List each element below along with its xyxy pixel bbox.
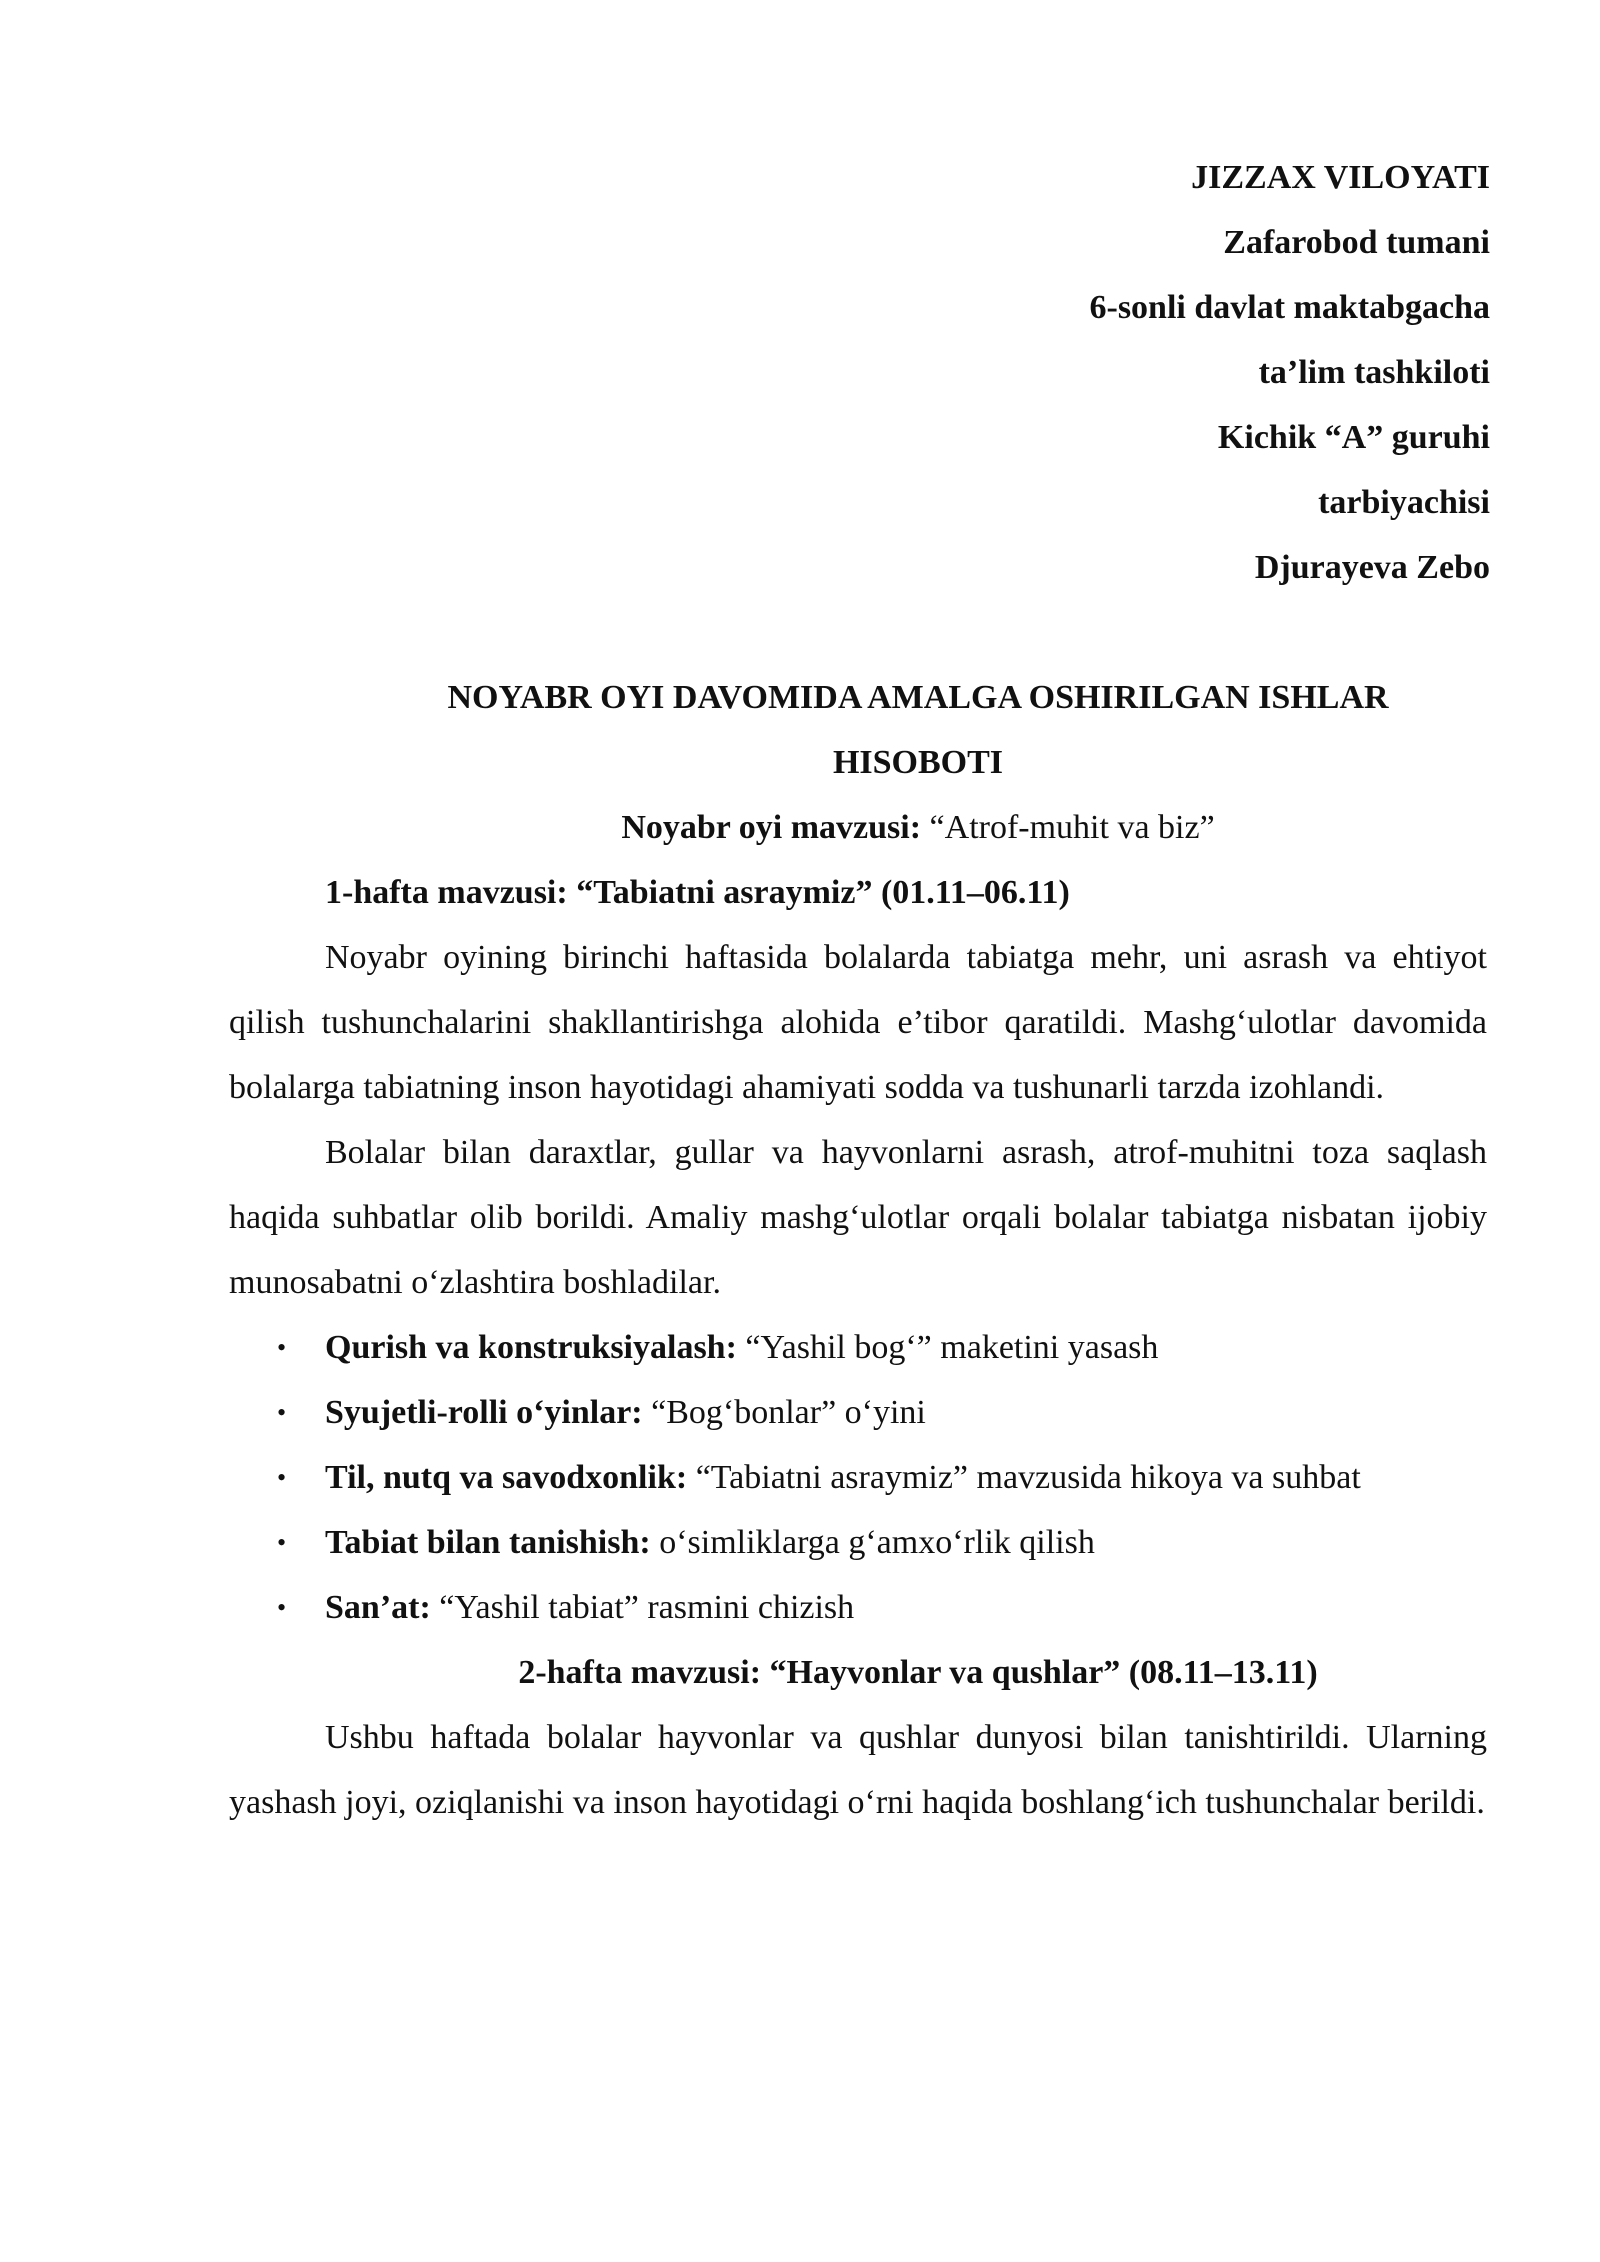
bullet-icon: • bbox=[277, 1593, 287, 1622]
report-title-line-1: NOYABR OYI DAVOMIDA AMALGA OSHIRILGAN ISHLAR bbox=[447, 679, 1389, 716]
organization-header bbox=[590, 145, 1490, 600]
region-line: JIZZAX VILOYATI bbox=[1191, 159, 1490, 196]
bullet-icon: • bbox=[277, 1398, 287, 1427]
activity-text: “Yashil tabiat” rasmini chizish bbox=[439, 1589, 855, 1626]
author-name: Djurayeva Zebo bbox=[1254, 549, 1490, 586]
activity-text: “Bog‘bonlar” o‘yini bbox=[651, 1394, 926, 1431]
activity-label: Syujetli-rolli o‘yinlar: bbox=[325, 1394, 643, 1431]
week1-heading: 1-hafta mavzusi: “Tabiatni asraymiz” (01.11–06.11) bbox=[325, 874, 1070, 911]
bullet-icon: • bbox=[277, 1463, 287, 1492]
activity-text: “Tabiatni asraymiz” mavzusida hikoya va suhbat bbox=[695, 1459, 1361, 1496]
list-item bbox=[229, 1315, 1487, 1380]
activity-label: San’at: bbox=[325, 1589, 431, 1626]
report-body bbox=[229, 665, 1487, 1835]
activity-label: Qurish va konstruksiyalash: bbox=[325, 1329, 737, 1366]
district-line: Zafarobod tumani bbox=[1223, 224, 1490, 261]
month-theme-value: “Atrof-muhit va biz” bbox=[929, 809, 1215, 846]
list-item bbox=[229, 1380, 1487, 1445]
month-theme-label: Noyabr oyi mavzusi: bbox=[621, 809, 922, 846]
group-line: Kichik “A” guruhi bbox=[1217, 419, 1490, 456]
institution-line-1: 6-sonli davlat maktabgacha bbox=[1089, 289, 1490, 326]
week2-heading: 2-hafta mavzusi: “Hayvonlar va qushlar” (08.11–13.11) bbox=[518, 1654, 1318, 1691]
bullet-icon: • bbox=[277, 1528, 287, 1557]
position-line: tarbiyachisi bbox=[1318, 484, 1490, 521]
activity-text: “Yashil bog‘” maketini yasash bbox=[745, 1329, 1159, 1366]
week1-activity-list bbox=[229, 1315, 1487, 1640]
activity-label: Tabiat bilan tanishish: bbox=[325, 1524, 651, 1561]
week1-paragraph-1: Noyabr oyining birinchi haftasida bolalarda tabiatga mehr, uni asrash va ehtiyot qilish tushunchalarini shakllantirishga alohida e’tibor qaratildi. Mashg‘ulotlar davomida bolalarga tabiatning inson hayotidagi ahamiyati sodda va tushunarli tarzda izohlandi. bbox=[229, 939, 1487, 1106]
list-item bbox=[229, 1575, 1487, 1640]
week1-paragraph-2: Bolalar bilan daraxtlar, gullar va hayvonlarni asrash, atrof-muhitni toza saqlash haqida suhbatlar olib borildi. Amaliy mashg‘ulotlar orqali bolalar tabiatga nisbatan ijobiy munosabatni o‘zlashtira boshladilar. bbox=[229, 1134, 1487, 1301]
institution-line-2: ta’lim tashkiloti bbox=[1258, 354, 1490, 391]
week2-paragraph-1: Ushbu haftada bolalar hayvonlar va qushlar dunyosi bilan tanishtirildi. Ularning yashash joyi, oziqlanishi va inson hayotidagi o‘rni haqida boshlang‘ich tushunchalar berildi. bbox=[229, 1719, 1487, 1821]
list-item bbox=[229, 1445, 1487, 1510]
activity-label: Til, nutq va savodxonlik: bbox=[325, 1459, 688, 1496]
activity-text: o‘simliklarga g‘amxo‘rlik qilish bbox=[659, 1524, 1095, 1561]
month-theme bbox=[229, 795, 1487, 860]
bullet-icon: • bbox=[277, 1333, 287, 1362]
list-item bbox=[229, 1510, 1487, 1575]
report-title bbox=[229, 665, 1487, 795]
report-title-line-2: HISOBOTI bbox=[832, 744, 1004, 781]
